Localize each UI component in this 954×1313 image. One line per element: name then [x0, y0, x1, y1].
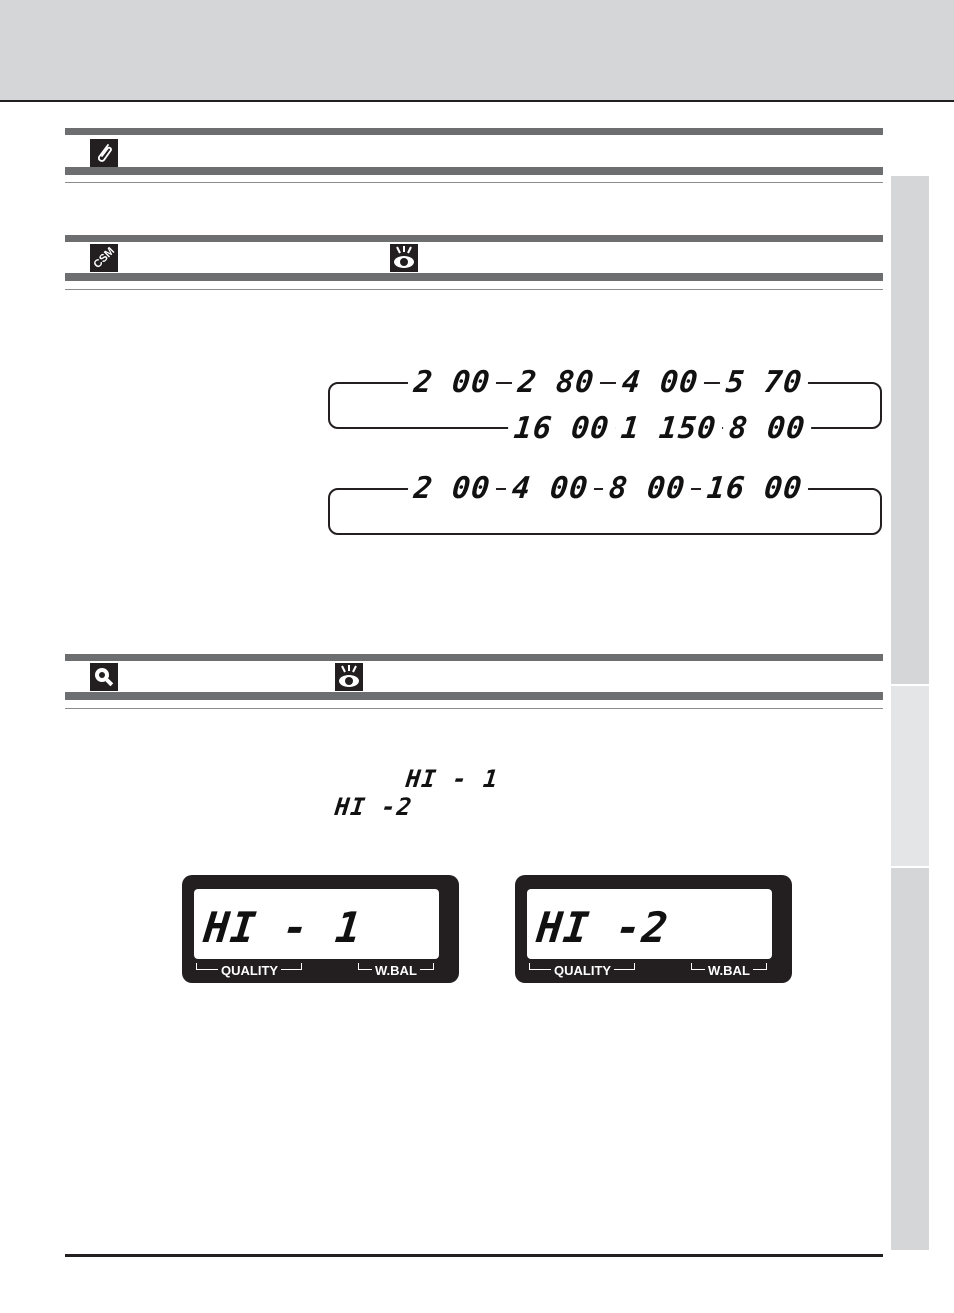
side-tab-active[interactable] [891, 686, 929, 866]
scale-row-2 [508, 411, 808, 446]
setup-bulb-icon [90, 663, 118, 691]
scale-value: 2 00 [406, 368, 497, 398]
iso-scale-diagram [328, 360, 884, 540]
csm-icon [90, 244, 118, 272]
wbal-label: W.BAL [372, 964, 420, 977]
wbal-label: W.BAL [705, 964, 753, 977]
scale-value: 8 00 [721, 414, 812, 444]
side-tab-lower[interactable] [891, 868, 929, 1250]
viewfinder-eye-icon [390, 244, 418, 272]
section3-top-bar [65, 654, 883, 661]
lcd-panel-hi2 [515, 875, 792, 983]
viewfinder-eye-icon [335, 663, 363, 691]
scale-value: 2 80 [510, 368, 601, 398]
section2-rule [65, 289, 883, 290]
scale-row-1 [408, 365, 808, 400]
section2-bottom-bar [65, 273, 883, 281]
scale-value: 8 00 [602, 474, 693, 504]
section1-bottom-bar [65, 167, 883, 175]
csm-icon-label: CSM [91, 245, 117, 271]
scale-value: 1 150 [614, 414, 724, 444]
lcd-screen [527, 889, 772, 959]
scale-value: 5 70 [718, 368, 809, 398]
scale-value: 16 00 [699, 474, 809, 504]
quality-label: QUALITY [551, 964, 614, 977]
section3-bottom-bar [65, 692, 883, 700]
lcd-reading: HI -2 [534, 903, 672, 952]
scale-row-3 [408, 471, 808, 506]
scale-value: 16 00 [506, 414, 616, 444]
lcd-panel-hi1 [182, 875, 459, 983]
section1-top-bar [65, 128, 883, 135]
inline-readout-hi1: HI - 1 [404, 765, 501, 793]
top-rule [0, 100, 954, 102]
scale-value: 4 00 [614, 368, 705, 398]
section3-rule [65, 708, 883, 709]
inline-readout-hi2: HI -2 [333, 793, 414, 821]
top-band [0, 0, 954, 101]
section2-top-bar [65, 235, 883, 242]
lcd-screen [194, 889, 439, 959]
scale-value: 2 00 [406, 474, 497, 504]
section1-rule [65, 182, 883, 183]
bottom-rule [65, 1254, 883, 1257]
scale-value: 4 00 [504, 474, 595, 504]
side-tab-upper[interactable] [891, 176, 929, 684]
paperclip-icon [90, 139, 118, 167]
quality-label: QUALITY [218, 964, 281, 977]
lcd-reading: HI - 1 [201, 903, 365, 952]
